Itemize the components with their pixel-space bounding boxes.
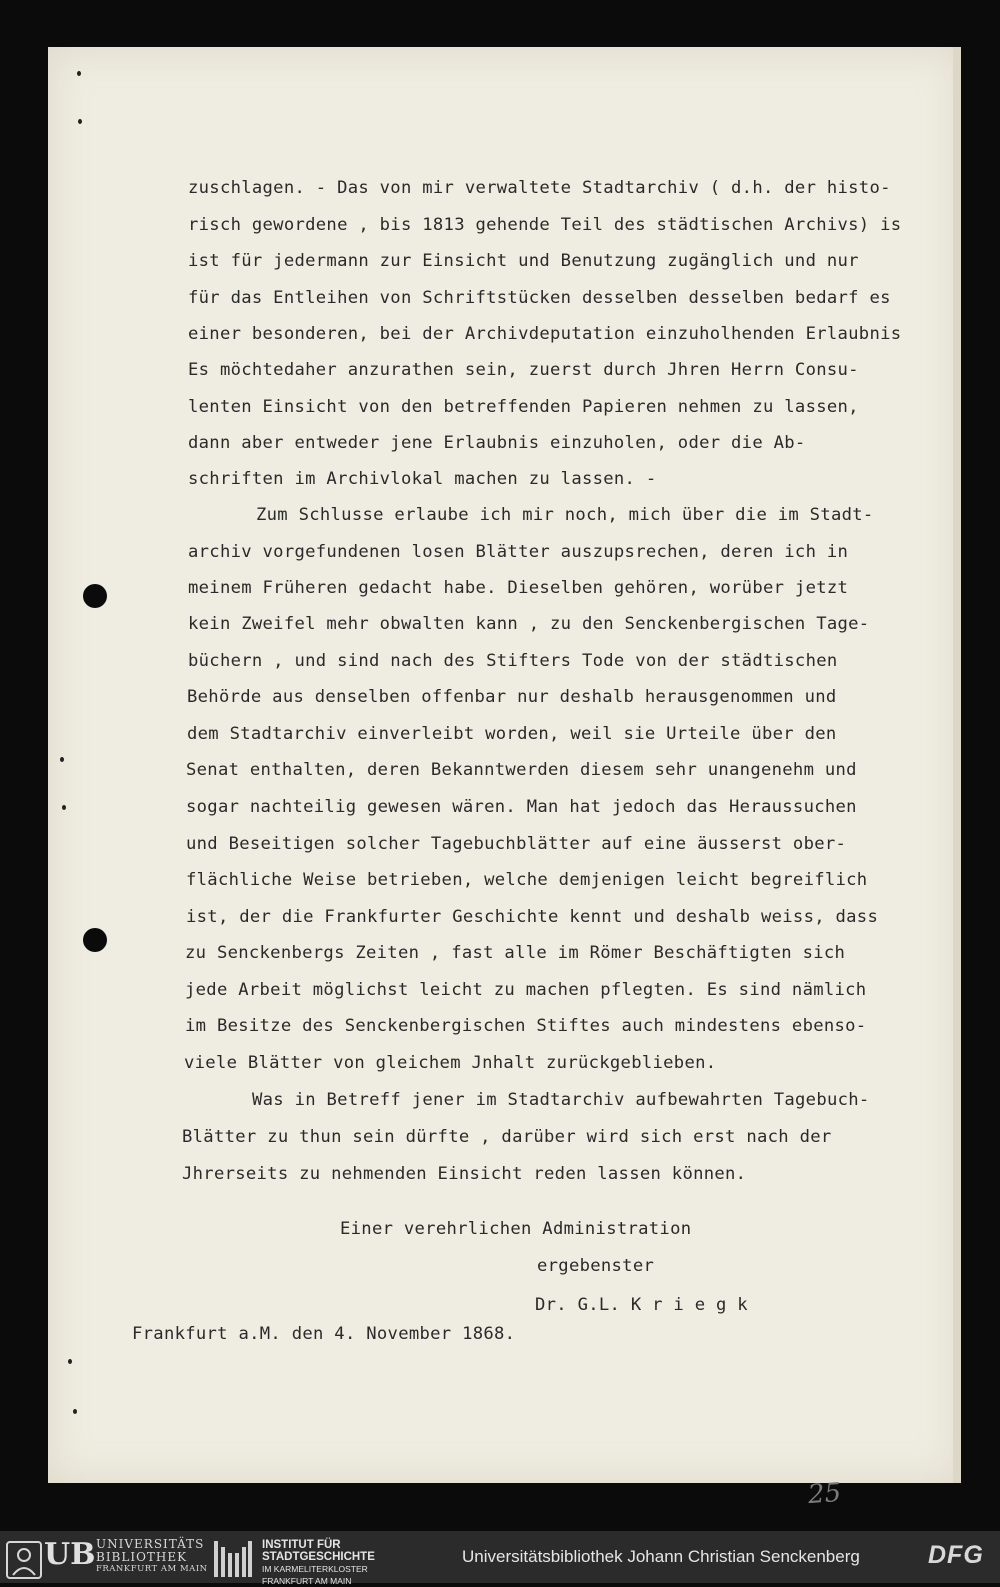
isg-line-4: FRANKFURT AM MAIN xyxy=(262,1576,352,1586)
body-line: viele Blätter von gleichem Jnhalt zurückgeblieben. xyxy=(184,1053,717,1073)
body-line: zu Senckenbergs Zeiten , fast alle im Römer Beschäftigten sich xyxy=(185,943,846,963)
body-line: Jhrerseits zu nehmenden Einsicht reden lassen können. xyxy=(182,1164,747,1184)
body-line: ist für jedermann zur Einsicht und Benutzung zugänglich und nur xyxy=(188,251,859,271)
staple-mark xyxy=(62,805,66,810)
staple-mark xyxy=(77,71,81,76)
body-line: jede Arbeit möglichst leicht zu machen pflegten. Es sind nämlich xyxy=(185,980,867,1000)
signature: Dr. G.L. K r i e g k xyxy=(535,1295,748,1315)
body-line: büchern , und sind nach des Stifters Tode von der städtischen xyxy=(188,651,838,671)
ub-portrait-icon xyxy=(6,1541,42,1579)
body-line: archiv vorgefundenen losen Blätter auszupsrechen, deren ich in xyxy=(188,542,849,562)
footer-bar xyxy=(0,1531,1000,1586)
isg-line-1: INSTITUT FÜR xyxy=(262,1539,341,1551)
staple-mark xyxy=(60,757,64,762)
closing-line: Einer verehrlichen Administration xyxy=(340,1219,692,1239)
isg-columns-icon xyxy=(212,1539,252,1577)
body-line: Blätter zu thun sein dürfte , darüber wird sich erst nach der xyxy=(182,1127,832,1147)
body-line: Behörde aus denselben offenbar nur deshalb herausgenommen und xyxy=(187,687,837,707)
ub-logo-text xyxy=(96,1538,208,1576)
body-line: und Beseitigen solcher Tagebuchblätter auf eine äusserst ober- xyxy=(186,834,847,854)
document-page xyxy=(48,47,961,1511)
body-line: flächliche Weise betrieben, welche demjenigen leicht begreiflich xyxy=(186,870,868,890)
staple-mark xyxy=(68,1359,72,1364)
body-line: schriften im Archivlokal machen zu lassen. - xyxy=(188,469,657,489)
body-line: ist, der die Frankfurter Geschichte kennt und deshalb weiss, dass xyxy=(186,907,879,927)
paper-edge xyxy=(953,47,961,1483)
body-line: dann aber entweder jene Erlaubnis einzuholen, oder die Ab- xyxy=(188,433,806,453)
body-line: dem Stadtarchiv einverleibt worden, weil sie Urteile über den xyxy=(187,724,837,744)
body-line: zuschlagen. - Das von mir verwaltete Stadtarchiv ( d.h. der histo- xyxy=(188,178,891,198)
body-line: im Besitze des Senckenbergischen Stiftes auch mindestens ebenso- xyxy=(185,1016,867,1036)
body-line: kein Zweifel mehr obwalten kann , zu den Senckenbergischen Tage- xyxy=(188,614,870,634)
isg-line-3: IM KARMELITERKLOSTER xyxy=(262,1564,368,1574)
punch-hole xyxy=(83,584,107,608)
staple-mark xyxy=(73,1409,77,1414)
body-line: Zum Schlusse erlaube ich mir noch, mich über die im Stadt- xyxy=(256,505,874,525)
body-line: Es möchtedaher anzurathen sein, zuerst durch Jhren Herrn Consu- xyxy=(188,360,859,380)
ub-line-2: BIBLIOTHEK xyxy=(96,1549,188,1564)
isg-line-2: STADTGESCHICHTE xyxy=(262,1551,375,1563)
body-line: Senat enthalten, deren Bekanntwerden diesem sehr unangenehm und xyxy=(186,760,857,780)
body-line: meinem Früheren gedacht habe. Dieselben gehören, worüber jetzt xyxy=(188,578,849,598)
punch-hole xyxy=(83,928,107,952)
dfg-logo: DFG xyxy=(928,1541,984,1569)
library-credit: Universitätsbibliothek Johann Christian Senckenberg xyxy=(462,1547,860,1566)
staple-mark xyxy=(78,119,82,124)
body-line: Was in Betreff jener im Stadtarchiv aufbewahrten Tagebuch- xyxy=(252,1090,870,1110)
page-number: 25 xyxy=(806,1477,843,1511)
body-line: für das Entleihen von Schriftstücken desselben desselben bedarf es xyxy=(188,288,891,308)
place-date: Frankfurt a.M. den 4. November 1868. xyxy=(132,1324,516,1344)
body-line: lenten Einsicht von den betreffenden Papieren nehmen zu lassen, xyxy=(188,397,859,417)
body-line: einer besonderen, bei der Archivdeputation einzuholhenden Erlaubnis xyxy=(188,324,902,344)
ub-line-1: UNIVERSITÄTS xyxy=(96,1537,205,1551)
ub-line-3: FRANKFURT AM MAIN xyxy=(96,1564,208,1574)
ub-logo-letters: UB xyxy=(44,1537,96,1572)
body-line: risch gewordene , bis 1813 gehende Teil des städtischen Archivs) is xyxy=(188,215,902,235)
regards-line: ergebenster xyxy=(537,1256,655,1276)
isg-logo-text xyxy=(262,1539,375,1587)
body-line: sogar nachteilig gewesen wären. Man hat jedoch das Heraussuchen xyxy=(186,797,857,817)
